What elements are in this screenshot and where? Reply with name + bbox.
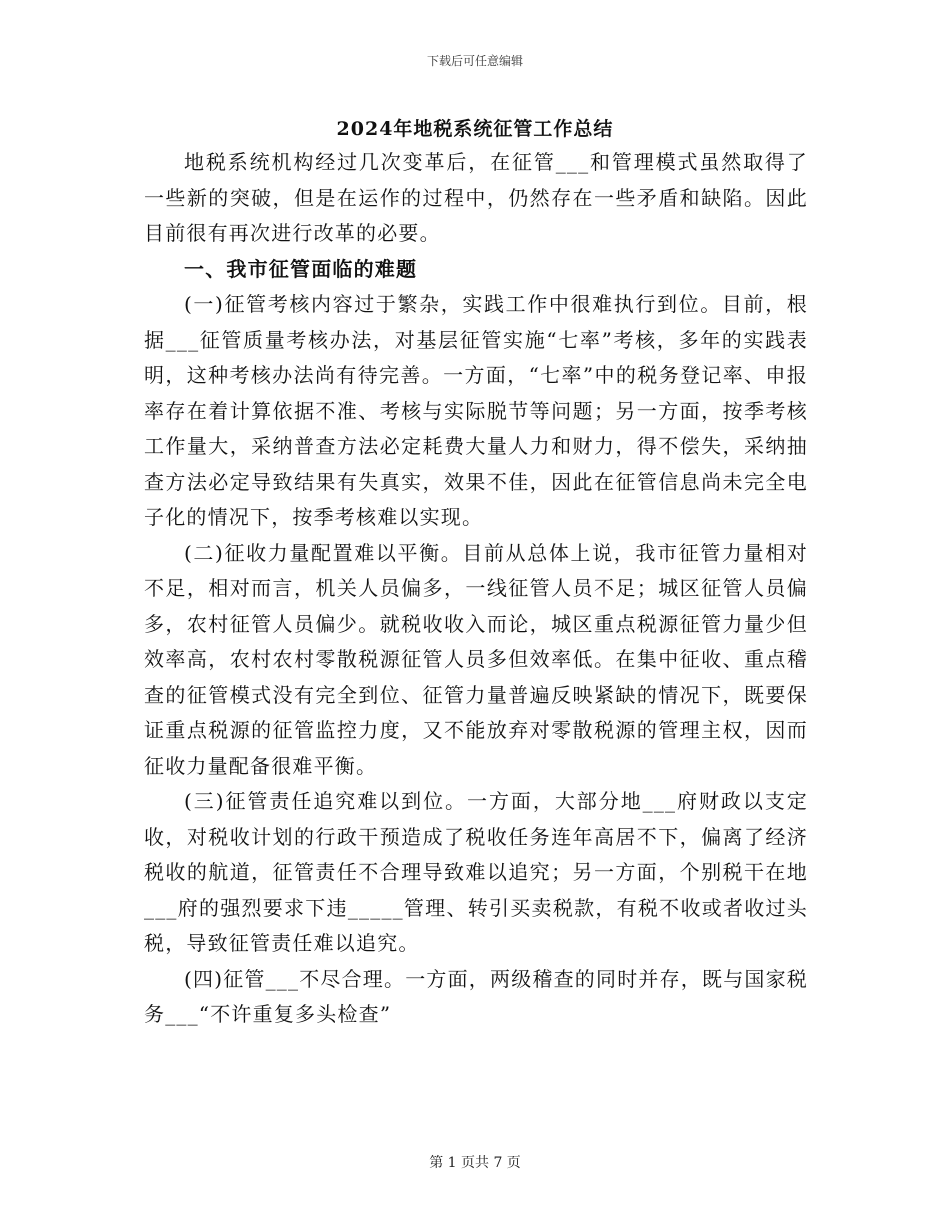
header-note: 下载后可任意编辑	[426, 54, 523, 68]
section-heading: 一、我市征管面临的难题	[184, 256, 418, 281]
document-title: 2024年地税系统征管工作总结	[336, 118, 614, 140]
document-body	[144, 145, 808, 1033]
paragraph-4: (四)征管___不尽合理。一方面，两级稽查的同时并存，既与国家税务___“不许重复多头检查”	[144, 966, 809, 1026]
paragraph-1: (一)征管考核内容过于繁杂，实践工作中很难执行到位。目前，根据___征管质量考核办法，对基层征管实施“七率”考核，多年的实践表明，这种考核办法尚有待完善。一方面，“七率”中的税务登记率、申报率存在着计算依据不准、考核与实际脱节等问题；另一方面，按季考核工作量大，采纳普查方法必定耗费大量人力和财力，得不偿失，采纳抽查方法必定导致结果有失真实，效果不佳，因此在征管信息尚未完全电子化的情况下，按季考核难以实现。	[144, 292, 808, 529]
page-footer: 第 1 页共 7 页	[429, 1155, 521, 1171]
intro-paragraph: 地税系统机构经过几次变革后，在征管___和管理模式虽然取得了一些新的突破，但是在运作的过程中，仍然存在一些矛盾和缺陷。因此目前很有再次进行改革的必要。	[144, 150, 808, 245]
paragraph-2: (二)征收力量配置难以平衡。目前从总体上说，我市征管力量相对不足，相对而言，机关人员偏多，一线征管人员不足；城区征管人员偏多，农村征管人员偏少。就税收收入而论，城区重点税源征管力量少但效率高，农村农村零散税源征管人员多但效率低。在集中征收、重点稽查的征管模式没有完全到位、征管力量普遍反映紧缺的情况下，既要保证重点税源的征管监控力度，又不能放弃对零散税源的管理主权，因而征收力量配备很难平衡。	[144, 540, 808, 778]
paragraph-3: (三)征管责任追究难以到位。一方面，大部分地___府财政以支定收，对税收计划的行政干预造成了税收任务连年高居不下，偏离了经济税收的航道，征管责任不合理导致难以追究；另一方面，个别税干在地___府的强烈要求下违_____管理、转引买卖税款，有税不收或者收过头税，导致征管责任难以追究。	[144, 789, 808, 955]
